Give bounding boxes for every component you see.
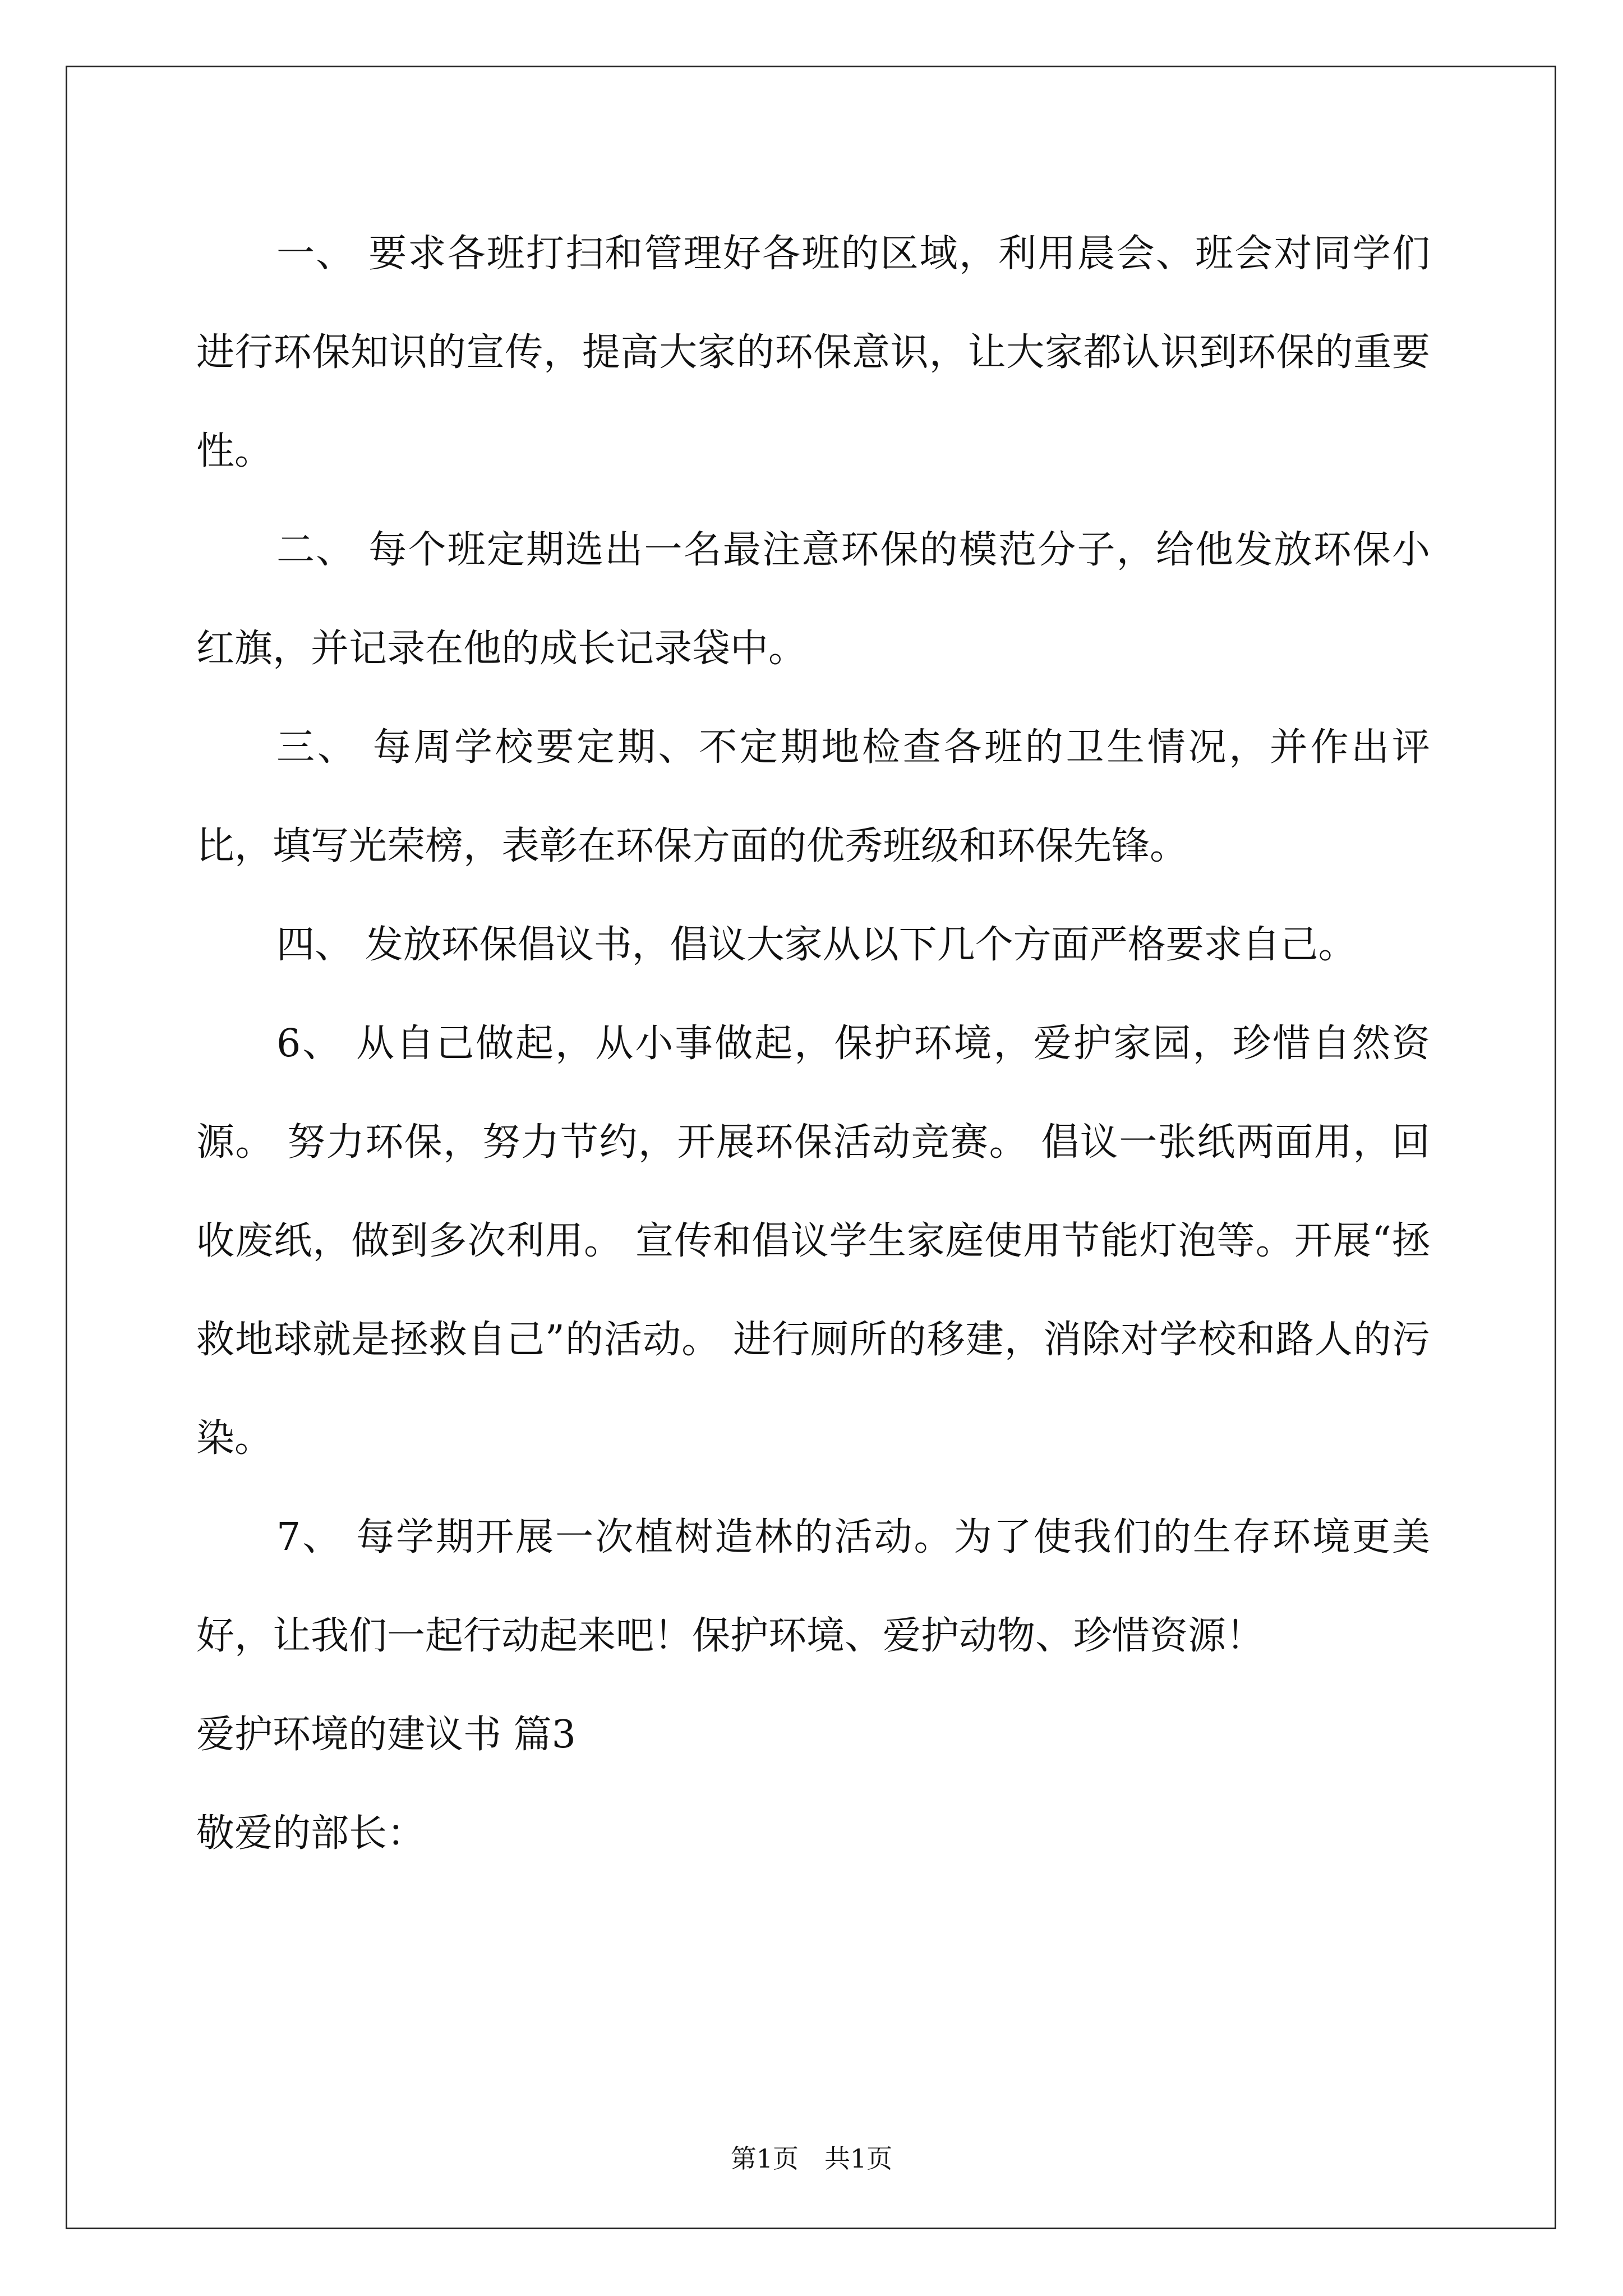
paragraph-4: 四、 发放环保倡议书，倡议大家从以下几个方面严格要求自己。 — [276, 923, 1357, 967]
page-number-footer: 第1页 共1页 — [730, 2143, 893, 2174]
salutation: 敬爱的部长： — [196, 1811, 426, 1856]
document-body — [196, 205, 1430, 1883]
section-heading: 爱护环境的建议书 篇3 — [196, 1713, 576, 1757]
paragraph-5: 6、 从自己做起，从小事做起，保护环境，爱护家园，珍惜自然资源。 努力环保，努力节约，开展环保活动竞赛。 倡议一张纸两面用，回收废纸，做到多次利用。 宣传和倡议学生家庭使用节能灯泡等。开展“拯救地球就是拯救自己”的活动。 进行厕所的移建，消除对学校和路人的污染。 — [196, 1022, 1430, 1461]
paragraph-1: 一、 要求各班打扫和管理好各班的区域，利用晨会、班会对同学们进行环保知识的宣传，提高大家的环保意识，让大家都认识到环保的重要性。 — [196, 232, 1430, 473]
paragraph-3: 三、 每周学校要定期、不定期地检查各班的卫生情况，并作出评比，填写光荣榜，表彰在环保方面的优秀班级和环保先锋。 — [196, 725, 1430, 868]
paragraph-6: 7、 每学期开展一次植树造林的活动。为了使我们的生存环境更美好，让我们一起行动起来吧！保护环境、爱护动物、珍惜资源！ — [196, 1515, 1430, 1658]
paragraph-2: 二、 每个班定期选出一名最注意环保的模范分子，给他发放环保小红旗，并记录在他的成长记录袋中。 — [196, 528, 1430, 671]
